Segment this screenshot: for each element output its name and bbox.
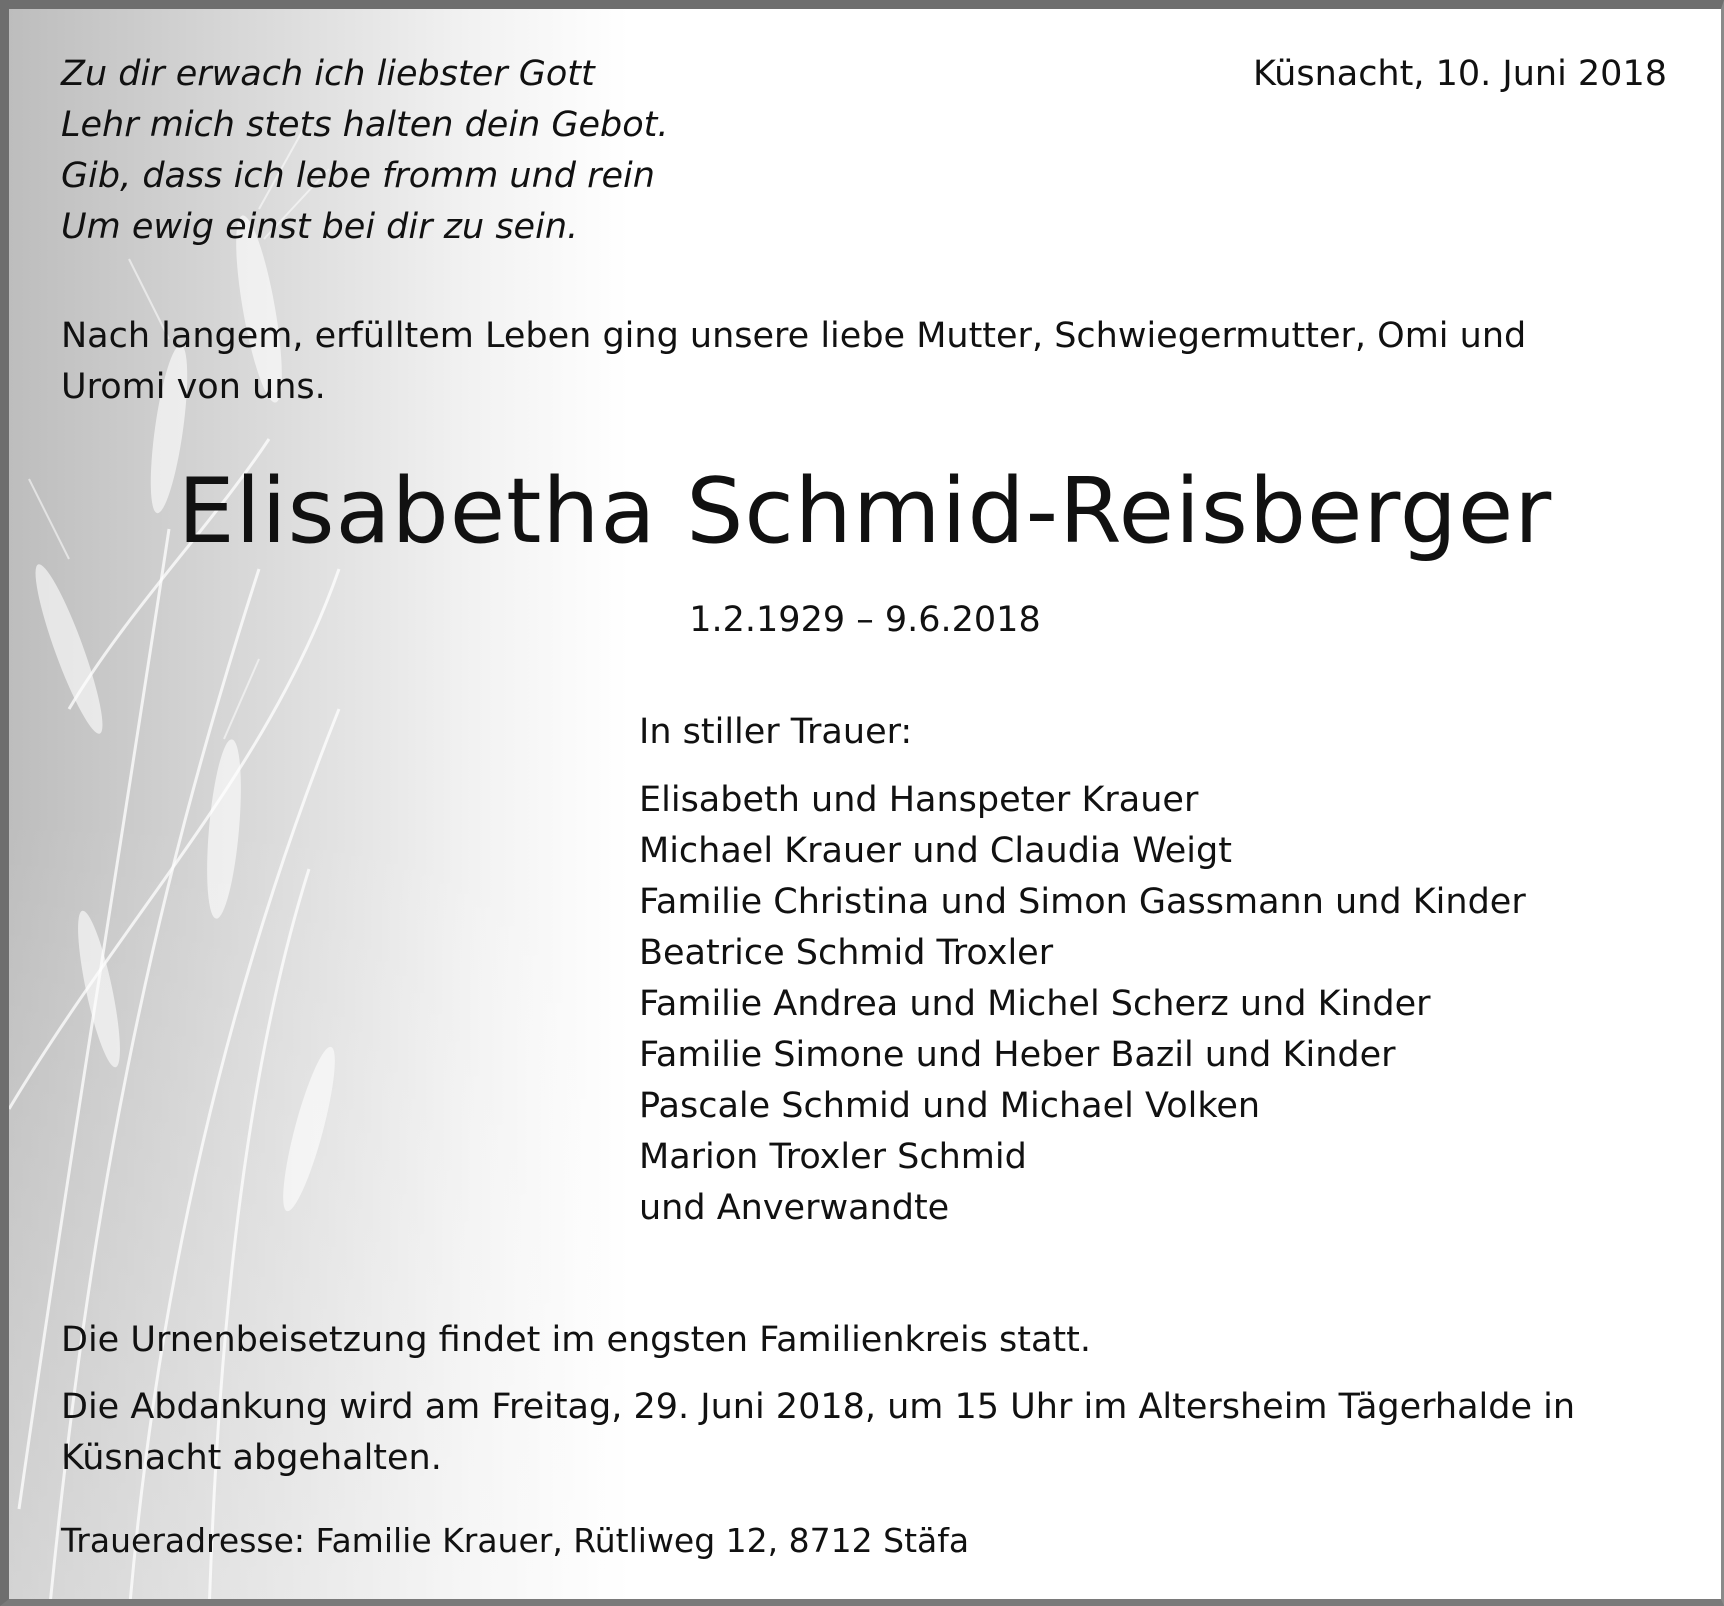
mourner-item: Familie Christina und Simon Gassmann und Kinder bbox=[639, 882, 1526, 922]
service-notice bbox=[61, 1382, 1661, 1484]
poem-line: Zu dir erwach ich liebster Gott bbox=[61, 54, 595, 94]
mourner-item: Marion Troxler Schmid bbox=[639, 1137, 1027, 1177]
mourning-heading: In stiller Trauer: bbox=[639, 712, 913, 752]
poem-line: Um ewig einst bei dir zu sein. bbox=[61, 207, 579, 247]
mourner-item: Pascale Schmid und Michael Volken bbox=[639, 1086, 1261, 1126]
mourner-item: Elisabeth und Hanspeter Krauer bbox=[639, 780, 1199, 820]
intro-line: Nach langem, erfülltem Leben ging unsere liebe Mutter, Schwiegermutter, Omi und bbox=[61, 316, 1527, 356]
poem-line: Lehr mich stets halten dein Gebot. bbox=[61, 105, 669, 145]
mourner-item: und Anverwandte bbox=[639, 1188, 950, 1228]
mourning-address: Traueradresse: Familie Krauer, Rütliweg 12, 8712 Stäfa bbox=[61, 1521, 970, 1560]
poem-line: Gib, dass ich lebe fromm und rein bbox=[61, 156, 655, 196]
service-notice-line: Die Abdankung wird am Freitag, 29. Juni 2018, um 15 Uhr im Altersheim Tägerhalde in bbox=[61, 1387, 1576, 1427]
deceased-name: Elisabetha Schmid-Reisberger bbox=[177, 459, 1553, 564]
life-dates: 1.2.1929 – 9.6.2018 bbox=[689, 600, 1041, 640]
poem bbox=[61, 49, 669, 253]
mourner-item: Michael Krauer und Claudia Weigt bbox=[639, 831, 1232, 871]
mourner-item: Beatrice Schmid Troxler bbox=[639, 933, 1054, 973]
mourners-list bbox=[639, 775, 1526, 1234]
place-date: Küsnacht, 10. Juni 2018 bbox=[1252, 54, 1667, 94]
mourner-item: Familie Andrea und Michel Scherz und Kinder bbox=[639, 984, 1431, 1024]
service-notice-line: Küsnacht abgehalten. bbox=[61, 1438, 442, 1478]
mourner-item: Familie Simone und Heber Bazil und Kinder bbox=[639, 1035, 1396, 1075]
intro-line: Uromi von uns. bbox=[61, 367, 326, 407]
intro-text bbox=[61, 311, 1621, 413]
burial-notice: Die Urnenbeisetzung findet im engsten Familienkreis statt. bbox=[61, 1320, 1092, 1360]
